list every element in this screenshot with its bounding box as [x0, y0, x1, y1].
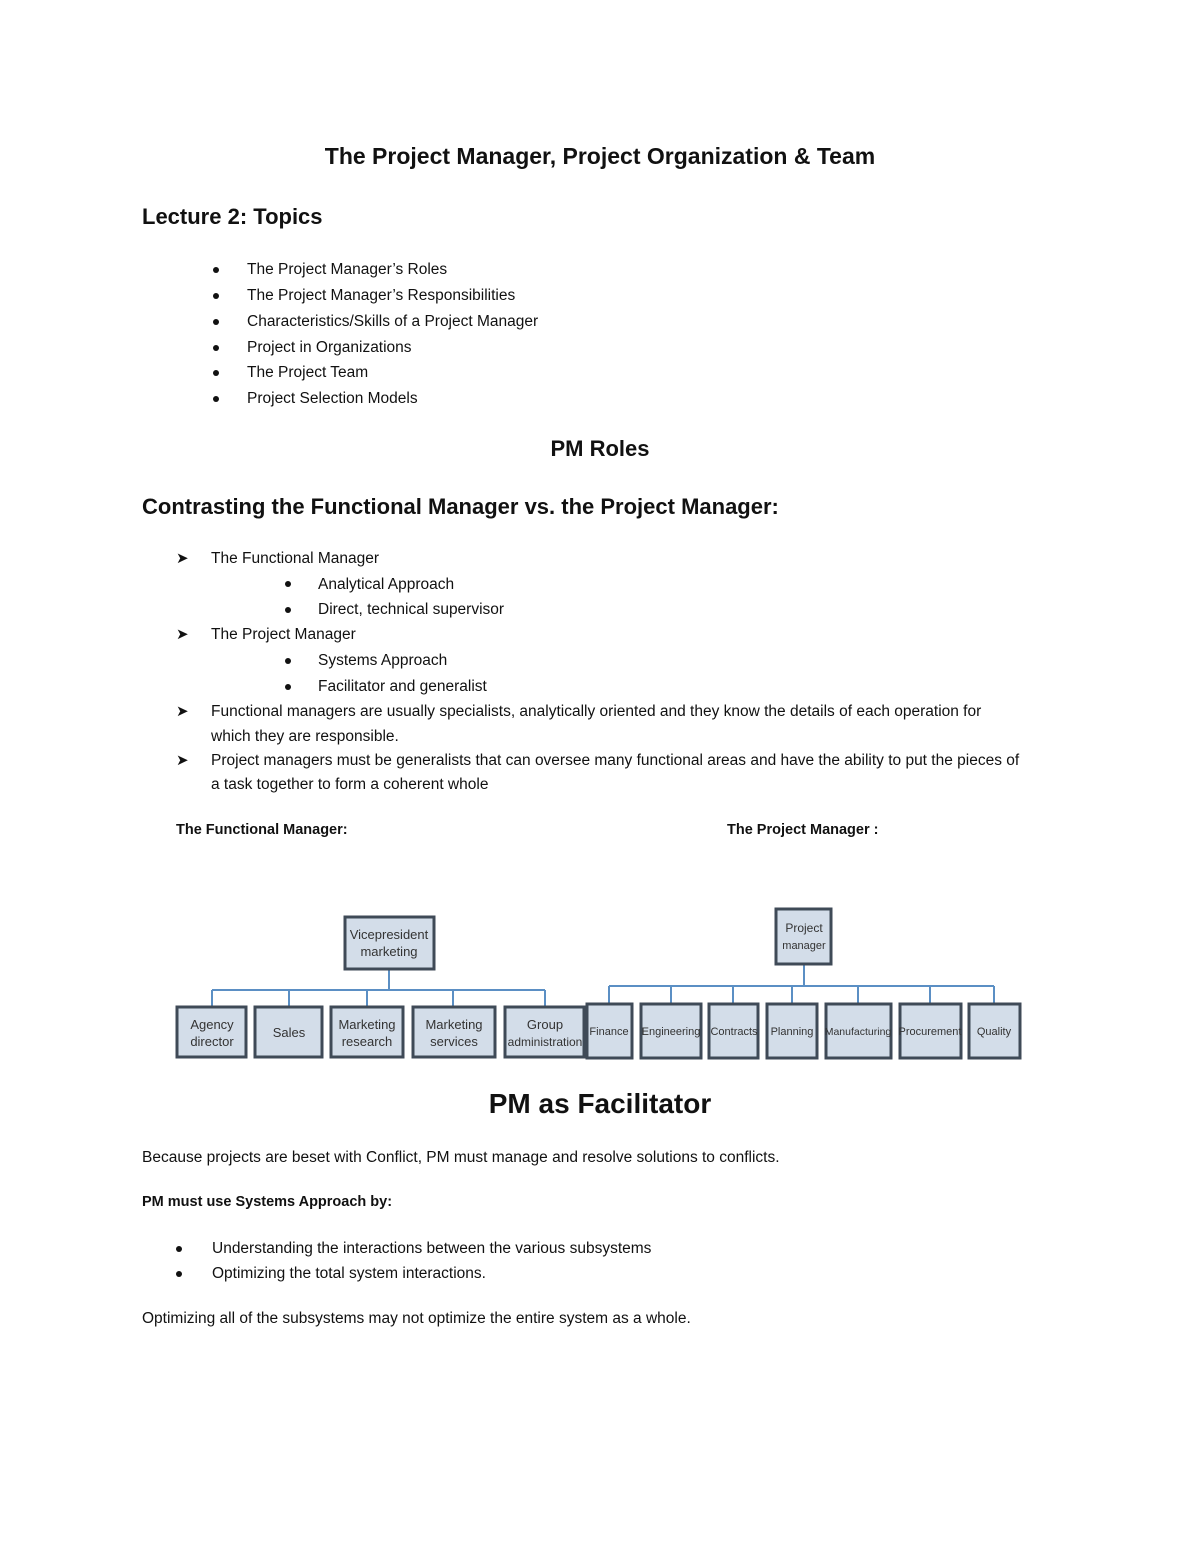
- lecture-heading: Lecture 2: Topics: [142, 204, 323, 229]
- project-point: Facilitator and generalist: [318, 678, 487, 695]
- functional-child-box: [413, 1007, 495, 1057]
- list-item: Understanding the interactions between the various subsystems: [212, 1240, 651, 1258]
- arrow-bullet-icon: ➤: [176, 550, 189, 567]
- functional-child-box: [505, 1007, 584, 1057]
- paragraph-line: Functional managers are usually specialists, analytically oriented and they know the details of each operation for: [211, 703, 982, 720]
- svg-text:Planning: Planning: [770, 1026, 814, 1038]
- svg-text:administration: administration: [507, 1035, 583, 1049]
- svg-text:manager: manager: [782, 940, 826, 952]
- org-charts: [0, 900, 1200, 1070]
- project-child-box: [767, 1004, 817, 1058]
- pm-roles-heading: PM Roles: [550, 436, 650, 461]
- svg-text:director: director: [190, 1034, 234, 1049]
- functional-manager-item: The Functional Manager: [211, 550, 380, 567]
- svg-text:Vicepresident: Vicepresident: [349, 927, 429, 942]
- svg-text:Procurement: Procurement: [898, 1026, 962, 1038]
- page-title: The Project Manager, Project Organization & Team: [324, 143, 876, 169]
- functional-child-box: [331, 1007, 403, 1057]
- arrow-bullet-icon: ➤: [176, 626, 189, 643]
- functional-child-box: [177, 1007, 246, 1057]
- project-root-box: [776, 909, 831, 964]
- bullet-icon: [213, 293, 219, 299]
- facilitator-heading: PM as Facilitator: [488, 1088, 712, 1119]
- svg-text:Marketing: Marketing: [338, 1017, 396, 1032]
- svg-text:Quality: Quality: [976, 1026, 1012, 1038]
- project-connectors: [609, 964, 994, 1004]
- project-child-box: [587, 1004, 632, 1058]
- project-diagram-label: The Project Manager :: [727, 822, 879, 838]
- list-item: Optimizing the total system interactions.: [212, 1265, 486, 1283]
- project-child-box: [899, 1004, 962, 1058]
- svg-text:Marketing: Marketing: [425, 1017, 483, 1032]
- arrow-bullet-icon: ➤: [176, 752, 189, 769]
- svg-text:Group: Group: [526, 1017, 564, 1032]
- paragraph-line: Project managers must be generalists that can oversee many functional areas and have the ability to put the pieces of: [211, 752, 1020, 769]
- contrast-heading: Contrasting the Functional Manager vs. the Project Manager:: [142, 494, 779, 519]
- list-item: The Project Team: [247, 364, 368, 382]
- bullet-icon: [213, 267, 219, 273]
- svg-text:research: research: [341, 1034, 393, 1049]
- list-item: Project Selection Models: [247, 390, 418, 408]
- bullet-icon: [285, 581, 291, 587]
- systems-approach-heading: PM must use Systems Approach by:: [142, 1194, 393, 1210]
- list-item: Project in Organizations: [247, 339, 412, 357]
- bullet-icon: [213, 370, 219, 376]
- project-manager-item: The Project Manager: [211, 626, 356, 643]
- bullet-icon: [285, 684, 291, 690]
- arrow-bullet-icon: ➤: [176, 703, 189, 720]
- project-point: Systems Approach: [318, 652, 448, 669]
- svg-text:marketing: marketing: [360, 944, 418, 959]
- bullet-icon: [285, 607, 291, 613]
- svg-text:Finance: Finance: [589, 1026, 629, 1038]
- functional-point: Analytical Approach: [318, 576, 455, 593]
- paragraph-line: which they are responsible.: [211, 728, 399, 745]
- svg-text:Agency: Agency: [190, 1017, 234, 1032]
- bullet-icon: [176, 1246, 182, 1252]
- list-item: The Project Manager’s Responsibilities: [247, 287, 515, 305]
- svg-text:Contracts: Contracts: [710, 1026, 758, 1038]
- functional-child-box: [255, 1007, 322, 1057]
- project-child-box: [825, 1004, 892, 1058]
- list-item: Characteristics/Skills of a Project Manager: [247, 313, 538, 331]
- project-child-box: [709, 1004, 758, 1058]
- functional-diagram-label: The Functional Manager:: [176, 822, 348, 838]
- project-child-box: [641, 1004, 701, 1058]
- functional-root-box: [345, 917, 434, 969]
- functional-connectors: [212, 969, 545, 1007]
- bullet-icon: [213, 345, 219, 351]
- svg-text:Project: Project: [785, 921, 823, 935]
- svg-text:services: services: [430, 1034, 478, 1049]
- facilitator-conclusion: Optimizing all of the subsystems may not optimize the entire system as a whole.: [142, 1310, 691, 1327]
- paragraph-line: a task together to form a coherent whole: [211, 776, 489, 793]
- project-child-box: [969, 1004, 1020, 1058]
- functional-point: Direct, technical supervisor: [318, 601, 505, 618]
- facilitator-intro: Because projects are beset with Conflict, PM must manage and resolve solutions to conflicts.: [142, 1149, 780, 1166]
- bullet-icon: [213, 319, 219, 325]
- bullet-icon: [285, 658, 291, 664]
- svg-text:Manufacturing: Manufacturing: [824, 1026, 892, 1038]
- list-item: The Project Manager’s Roles: [247, 261, 447, 279]
- bullet-icon: [213, 396, 219, 402]
- svg-text:Sales: Sales: [272, 1025, 306, 1040]
- bullet-icon: [176, 1271, 182, 1277]
- svg-text:Engineering: Engineering: [641, 1026, 701, 1038]
